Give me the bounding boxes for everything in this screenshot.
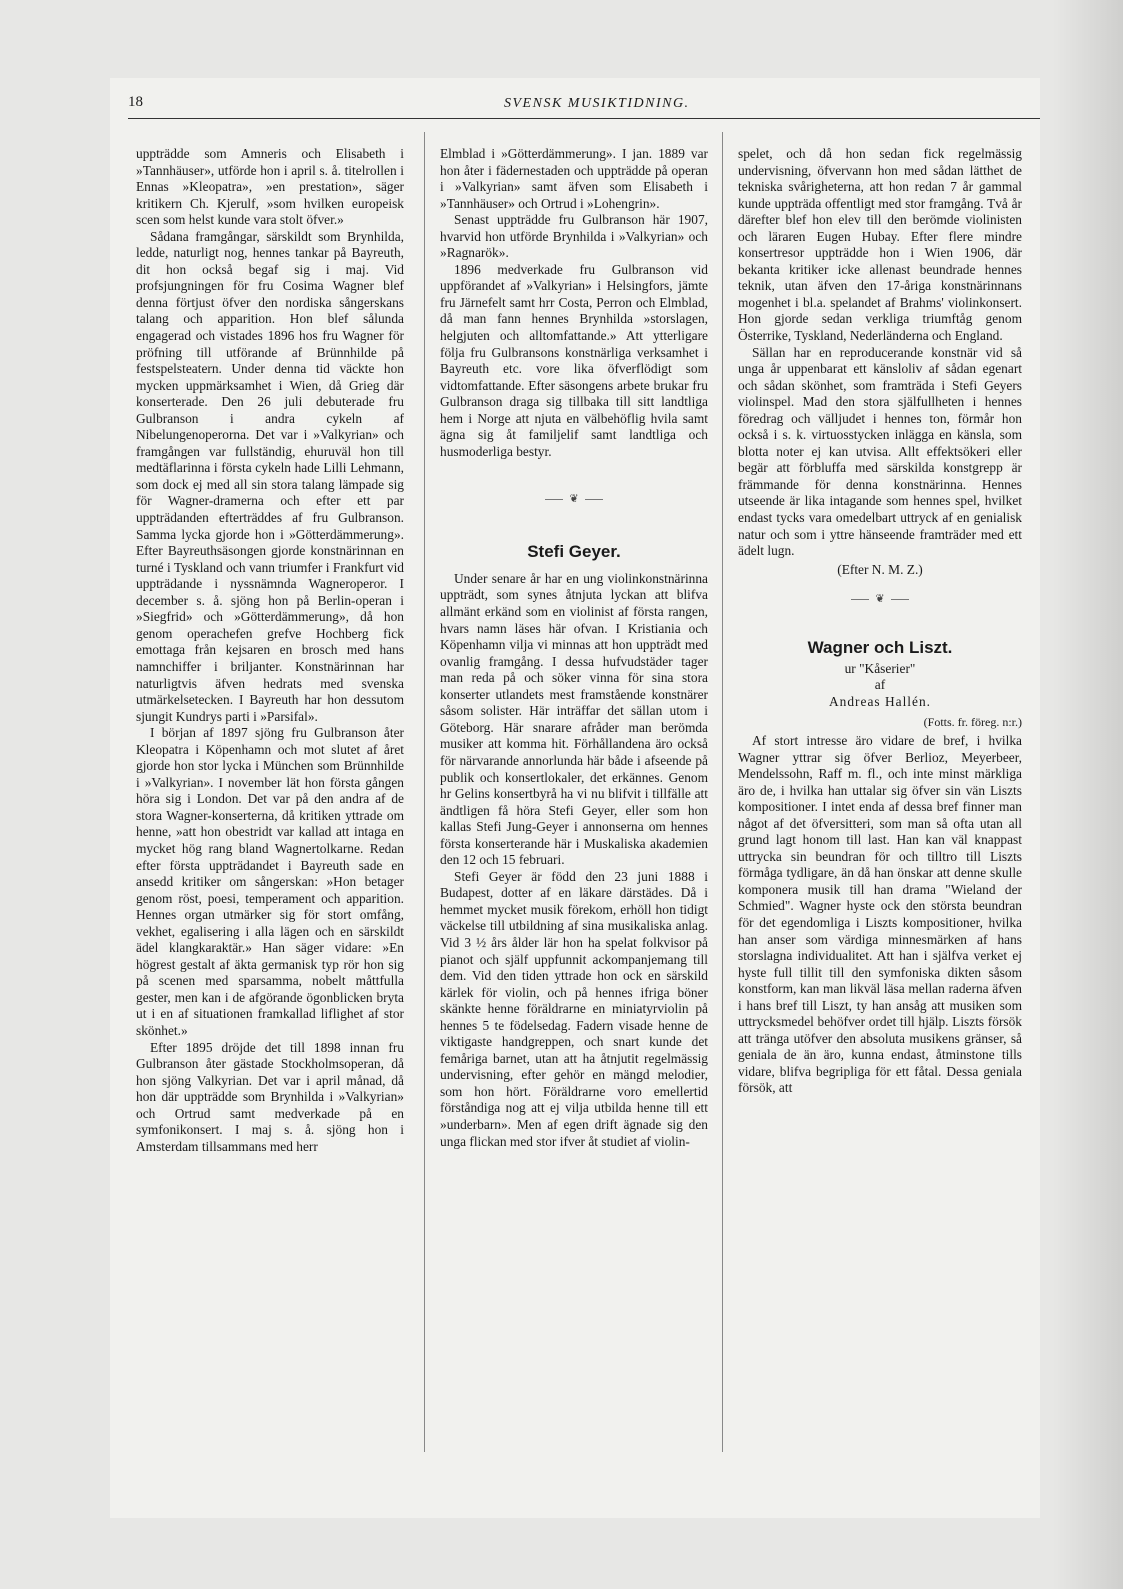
page-number: 18 [128,94,143,110]
paragraph: spelet, och då hon sedan fick regelmässig undervisning, öfvervann hon med sådan lätthet de tekniska svårigheterna, att hon redan 7 år gammal kunde uppträda offentligt med stor framgång. Två år därefter blef hon elev till den berömde violinisten och läraren Eugen Hubay. Efter flere mindre konsertresor uppträdde hon i Wien 1906, där bekanta kritiker icke allenast beundrade hennes teknik, utan äfven den 17-åriga konstnärinnans mogenhet i bl.a. spelandet af Brahms' violinkonsert. Hon gjorde sedan verkliga triumftåg genom Österrike, Tyskland, Nederländerna och England. [738,146,1022,344]
column-divider-2 [722,132,723,1452]
author-name: Andreas Hallén. [828,693,931,709]
paragraph: Efter 1895 dröjde det till 1898 innan fru Gulbranson åter gästade Stockholmsoperan, då hon sjöng Valkyrian. Det var i april månad, då hon där uppträdde som Brynhilda i »Valkyrian» och Ortrud samt medverkade på en symfonikonsert. I maj s. å. sjöng hon i Amsterdam tillsammans med herr [136,1039,404,1154]
column-2 [440,146,708,1150]
paragraph: Elmblad i »Götterdämmerung». I jan. 1889 var hon åter i fädernestaden och uppträdde på operan i »Valkyrian» samt äfven som Elisabeth i »Tannhäuser» och Ortrud i »Lohengrin». [440,146,708,211]
header-rule [128,118,1040,119]
ornament-icon: ❦ [569,493,579,506]
journal-title: SVENSK MUSIKTIDNING. [504,96,690,111]
paragraph: 1896 medverkade fru Gulbranson vid uppförandet af »Valkyrian» i Helsingfors, jämte fru Järnefelt samt hrr Costa, Perron och Elmblad, då man fann hennes Brynhilda »storslagen, helgjuten och alltomfattande.» Att ytterligare följa fru Gulbransons konstnärliga verksamhet i Bayreuth etc. vore lika öfverflödigt som vidtomfattande. Efter säsongens arbete brukar fru Gulbranson draga sig tillbaka till sitt landtliga hem i Norge att njuta en välbehöflig hvila samt ägna sig åt familjelif samt landtliga och husmoderliga bestyr. [440,261,708,459]
ornament-icon: ❦ [875,592,885,605]
source-note: (Efter N. M. Z.) [837,561,923,577]
paragraph: Under senare år har en ung violinkonstnärinna uppträdt, som synes åtnjuta lyckan att blifva allmänt erkänd som en violinist af första rangen, hvars namn läses här ofvan. I Kristiania och Köpenhamn vilja vi minnas att hon uppträdt med ovanlig framgång. I dessa hufvudstäder tager man reda på och söker vinna för sina stora konserter utlandets mest framstående konstnärer såsom solister. Här inträffar det sällan utom i Göteborg. Här snarare afråder man berömda musiker att komma hit. Förhållandena äro också för närvarande annorlunda här både i afseende på publik och konsertlokaler, det erkännes. Genom hr Gelins konsertbyrå ha vi nu blifvit i tillfälle att ändtligen få höra Stefi Geyer, eller som hon kallas Stefi Jung-Geyer i annonserna om hennes första konserterande här i Muskaliska akademien den 12 och 15 februari. [440,570,708,868]
subtitle-by: af [874,677,886,693]
column-3 [738,146,1022,1097]
page-header [128,94,1040,118]
paragraph: Stefi Geyer är född den 23 juni 1888 i Budapest, dotter af en läkare därstädes. Då i hemmet mycket musik förekom, erhöll hon tidigt väckelse till utbildning af sina musikaliska anlag. Vid 3 ½ års ålder lär hon ha spelat folkvisor på pianot och själf uppfunnit ackompanjemang till dem. Vid den tiden yttrade hon ock en särskild kärlek för violin, och på hennes ifriga böner skänkte henne föräldrarne en miniatyrviolin på hennes 5 te födelsedag. Fadern visade henne de viktigaste handgreppen, och snart kunde det femåriga barnet, utan att ha åtnjutit regelmässig undervisning, efter gehör en mängd melodier, som hon hört. Föräldrarne voro emellertid förståndiga nog att ej vilja utbilda henne till ett »underbarn». Men af egen drift ägnade sig den unga flickan med stor ifver åt studiet af violin- [440,868,708,1149]
column-divider-1 [424,132,425,1452]
section-ornament [440,488,708,510]
section-heading-wagner-liszt: Wagner och Liszt. [807,638,953,658]
column-1 [136,146,404,1155]
paragraph: Af stort intresse äro vidare de bref, i hvilka Wagner yttrar sig öfver Berlioz, Meyerbeer, Mendelssohn, Raff m. fl., och inte minst märkliga äro de, i hvilka han uttalar sig öfver sin vän Liszts kompositioner. I intet enda af dessa bref finner man något af det öfversitteri, som man så ofta utan all grund lagt honom till last. Han kan väl knappast uttrycka sin beundran för och tilltro till Liszts förmåga tydligare, än då han önskar att denne skulle komponera musik till han drama "Wieland der Schmied". Wagner hyste ock den största beundran för det egendomliga i Liszts kompositioner, hvilka han anser som värdiga minnesmärken af hans storslagna individualitet. Att han i själfva verket ej hyste full tillit till den symfoniska dikten såsom konstform, kan man likväl läsa mellan raderna äfven i hans bref till Liszt, ty han ansåg att musiken som uttrycksmedel behöfver ordet till hjälp. Liszts försök att tränga utöfver den absoluta musikens gränser, så geniala de än äro, kunna endast, åtminstone tills vidare, blifva begripliga för ett fåtal. Dessa geniala försök, att [738,732,1022,1096]
section-heading-stefi-geyer: Stefi Geyer. [527,542,621,562]
paragraph: Sådana framgångar, särskildt som Brynhilda, ledde, naturligt nog, hennes tankar på Bayreuth, dit hon också begaf sig i maj. Vid profsjungningen för fru Cosima Wagner blef denna förtjust öfver den nordiska sångerskans talang och apparition. Hon blef sålunda engagerad och vistades 1896 hos fru Wagner för pröfning till utförande af Brünnhilde på festspelsteatern. Under denna tid väckte hon mycken uppmärksamhet i Wien, då Grieg där konserterade. Den 26 juli debuterade fru Gulbranson i andra cykeln af Nibelungenoperorna. Det var i »Valkyrian» och framgången var fullständig, ehuruväl hon till medtäflarinna i första cykeln hade Lilli Lehmann, som dock ej med all sin stora talang lämpade sig för Wagner-dramerna och efter ett par uppträdanden efterträddes af fru Gulbranson. Samma lycka gjorde hon i »Götterdämmerung». Efter Bayreuthsäsongen gjorde konstnärinnan en turné i Tyskland och vann triumfer i Frankfurt vid uppträdande i nyssnämnda Wagneroperor. I december s. å. sjöng hon på Berlin-operan i »Siegfrid» och »Götterdämmerung», då hon genom operachefen grefve Hochberg fick emottaga från kejsaren en brosch med hans namnchiffer i briljanter. Konstnärinnan har naturligtvis äfven hedrats med svenska utmärkelsetecken. I Bayreuth har hon dessutom sjungit Kundrys parti i »Parsifal». [136,228,404,724]
paragraph: uppträdde som Amneris och Elisabeth i »Tannhäuser», utförde hon i april s. å. titelrollen i Ennas »Kleopatra», »en prestation», säger kritikern Ch. Kjerulf, »som hvilken europeisk scen som helst kunde vara stolt öfver.» [136,146,404,228]
paragraph: I början af 1897 sjöng fru Gulbranson åter Kleopatra i Köpenhamn och mot slutet af året gjorde hon stor lycka i München som Brünnhilde i »Valkyrian». I november lät hon första gången höra sig i London. Det var på den andra af de stora Wagner-konserterna, då kritiken yttrade om henne, »att hon obestridt var kallad att intaga en mycket hög rang bland Wagnertolkarne. Redan efter första uppträdandet i Bayreuth sade en ansedd kritiker om sångerskan: »Hon betager genom röst, poesi, temperament och apparition. Hennes organ utmärker sig för stort omfång, vekhet, egalisering i alla lägen och en särskildt ädel klangkaraktär.» Han säger vidare: »En högrest gestalt af äkta germanisk typ rör hon sig på scenen med sparsamma, nobelt måttfulla gester, men kan i de afgörande ögonblicken bryta ut i en af situationen framkallad liflighet af stor skönhet.» [136,725,404,1038]
paragraph: Senast uppträdde fru Gulbranson här 1907, hvarvid hon utförde Brynhilda i »Valkyrian» och »Ragnarök». [440,212,708,261]
paragraph: Sällan har en reproducerande konstnär vid så unga år uppenbarat ett känsloliv af sådan egenart och sådan skönhet, som framträda i Stefi Geyers violinspel. Mad den stora själfullheten i hennes föredrag och välljudet i hennes ton, förmår hon också i s. k. virtuosstycken inlägga en känsla, som blotta noter ej kan utvisa. Allt effektsökeri eller begär att förbluffa med särskilda konstgrepp är främmande för denna konstnärinna. Hennes utseende är lika intagande som hennes spel, hvilket endast tycks vara omedelbart uttryck af en genialisk natur och som i yttre hänseende framträder med ett ädelt lugn. [738,344,1022,559]
continuation-note: (Fotts. fr. föreg. n:r.) [923,715,1022,730]
section-ornament [738,588,1022,610]
subtitle: ur "Kåserier" [844,660,916,676]
page-edge-shadow [1053,0,1123,1589]
